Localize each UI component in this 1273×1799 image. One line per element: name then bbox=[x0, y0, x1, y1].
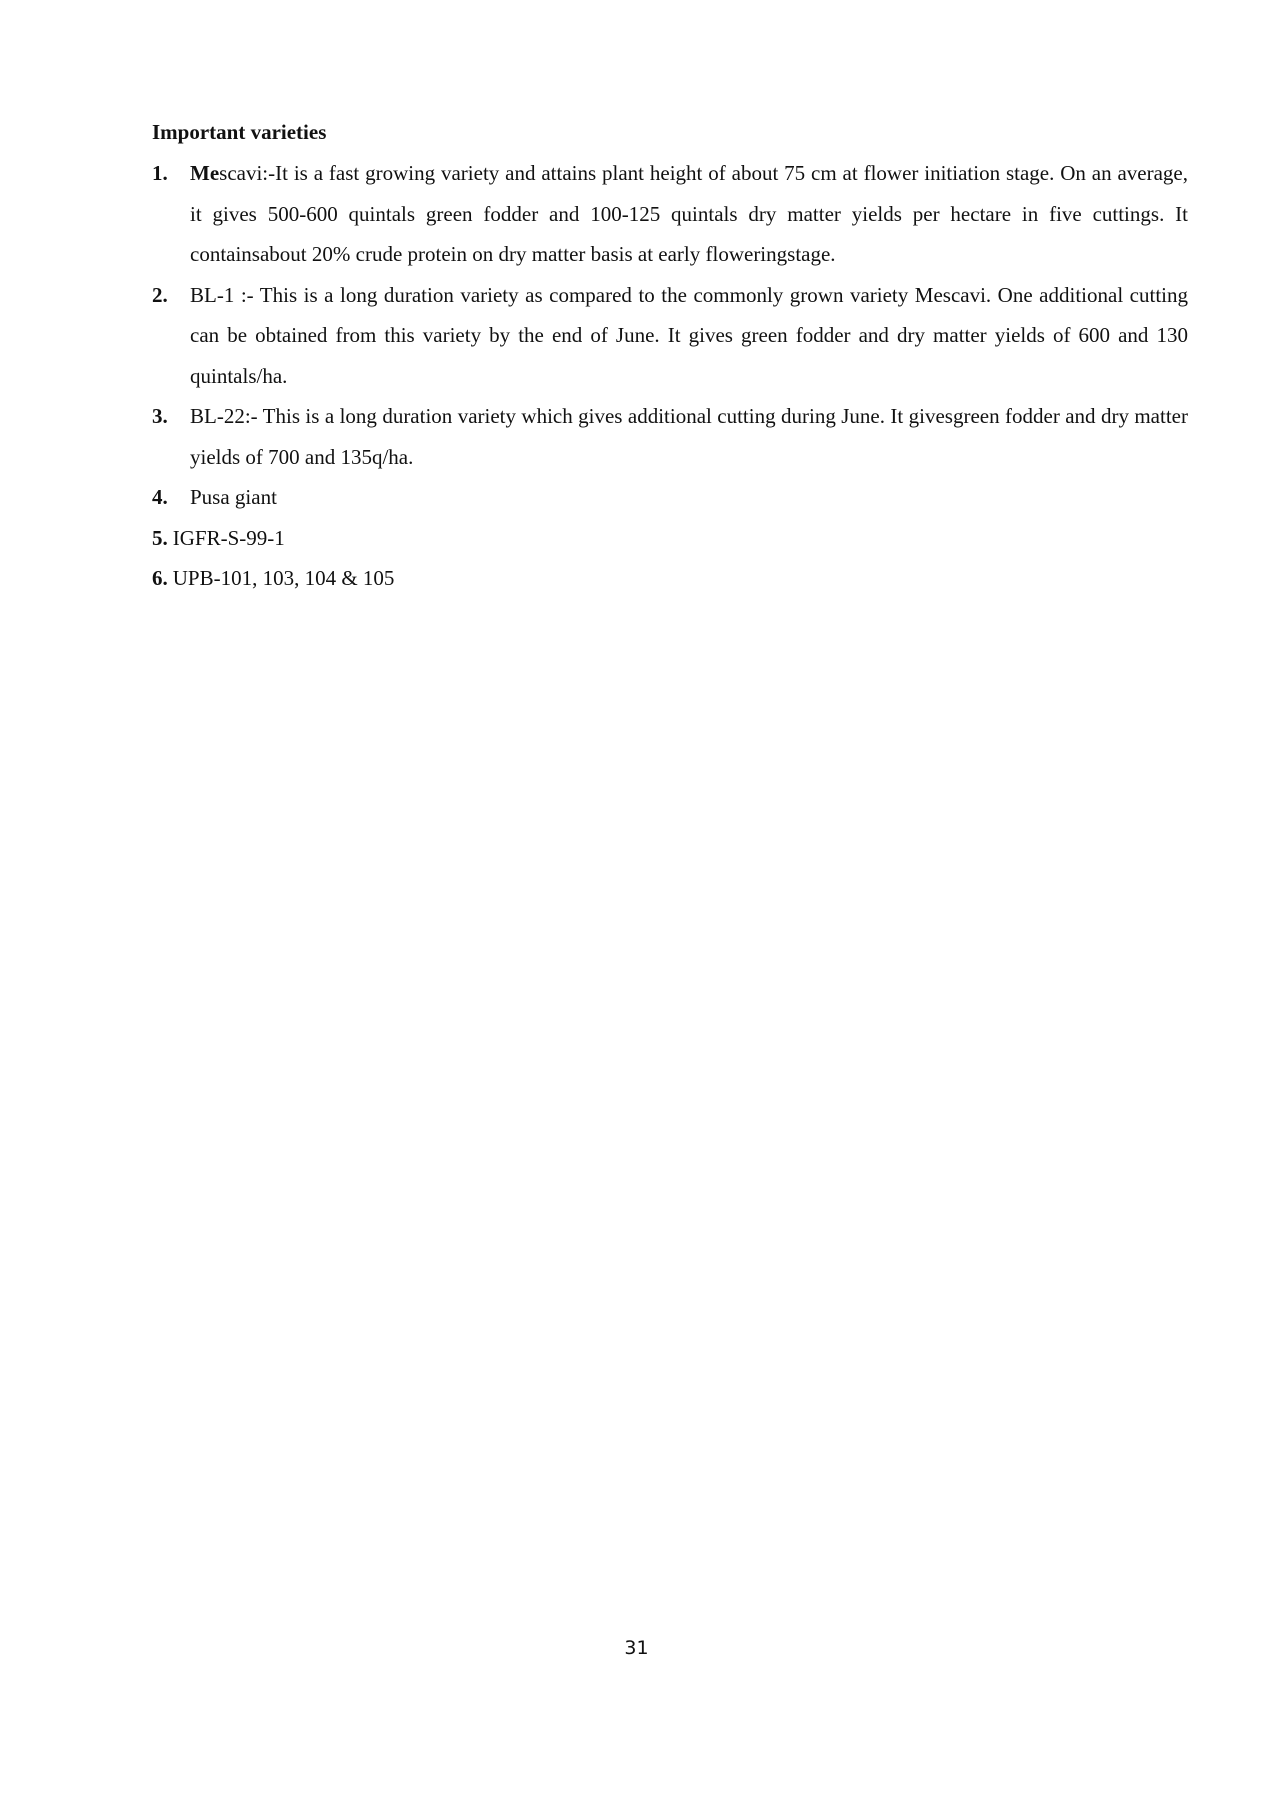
list-item-text: scavi:-It is a fast growing variety and attains plant height of about 75 cm at flower initiation stage. On an average, it gives 500-600 quintals green fodder and 100-125 quintals dry matter yields per hectare in five cuttings. It containsabout 20% crude protein on dry matter basis at early floweringstage. bbox=[190, 161, 1188, 266]
list-item bbox=[152, 558, 1188, 599]
list-item bbox=[152, 518, 1188, 559]
list-item-text: BL-1 :- This is a long duration variety as compared to the commonly grown variety Mescavi. One additional cutting can be obtained from this variety by the end of June. It gives green fodder and dry matter yields of 600 and 130 quintals/ha. bbox=[190, 282, 1188, 388]
list-item-number: 1. bbox=[152, 161, 168, 185]
page-number: 31 bbox=[624, 1637, 649, 1659]
list-item-number: 3. bbox=[152, 404, 168, 428]
list-item bbox=[152, 275, 1188, 397]
list-item bbox=[152, 153, 1188, 275]
list-item-number: 2. bbox=[152, 282, 168, 307]
list-item bbox=[152, 477, 1188, 518]
section-heading: Important varieties bbox=[152, 120, 327, 144]
list-item-text: Pusa giant bbox=[190, 485, 277, 509]
list-item-number: 5. bbox=[152, 525, 168, 550]
list-item-text: IGFR-S-99-1 bbox=[172, 525, 285, 550]
list-item-text: UPB-101, 103, 104 & 105 bbox=[172, 566, 395, 590]
list-item-number: 4. bbox=[152, 485, 168, 509]
list-item-text: BL-22:- This is a long duration variety which gives additional cutting during June. It givesgreen fodder and dry matter yields of 700 and 135q/ha. bbox=[190, 404, 1188, 469]
list-item-bold-lead: Me bbox=[190, 161, 220, 185]
list-item bbox=[152, 396, 1188, 477]
list-item-number: 6. bbox=[152, 566, 168, 590]
varieties-list bbox=[152, 153, 1188, 599]
